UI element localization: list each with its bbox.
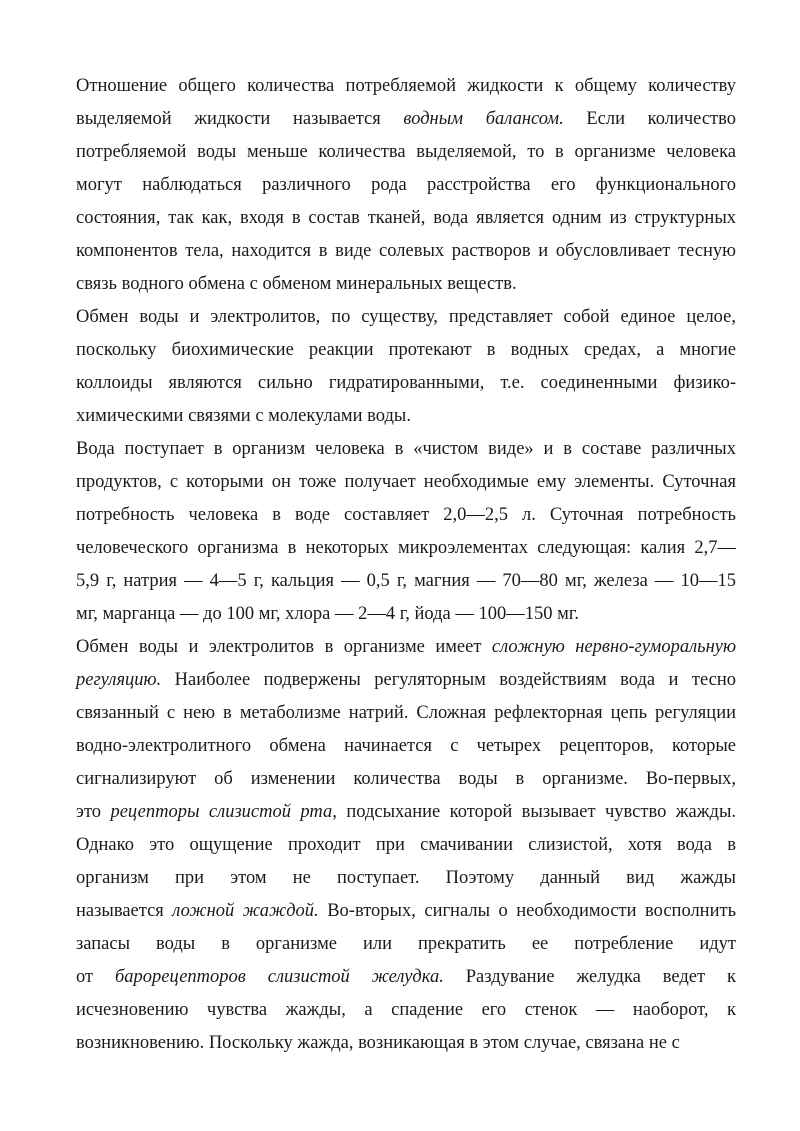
text-run: от — [76, 967, 115, 987]
text-line — [76, 136, 736, 169]
text-line — [76, 631, 736, 664]
text-line — [76, 697, 736, 730]
text-run: Обмен воды и электролитов в организме имеет — [76, 637, 492, 657]
paragraph — [76, 631, 736, 1060]
text-run: человеческого организма в некоторых микроэлементах следующая: калия 2,7— — [76, 538, 736, 558]
italic-term: водным балансом. — [403, 109, 564, 129]
text-run: Отношение общего количества потребляемой жидкости к общему количеству — [76, 76, 736, 96]
paragraph — [76, 433, 736, 631]
text-run: водно-электролитного обмена начинается с четырех рецепторов, которые — [76, 736, 736, 756]
text-run: исчезновению чувства жажды, а спадение его стенок — наоборот, к — [76, 1000, 736, 1020]
text-run: коллоиды являются сильно гидратированными, т.е. соединенными физико- — [76, 373, 736, 393]
text-run: организм при этом не поступает. Поэтому данный вид жажды — [76, 868, 736, 888]
text-line — [76, 1027, 736, 1060]
text-run: состояния, так как, входя в состав тканей, вода является одним из структурных — [76, 208, 736, 228]
text-line — [76, 730, 736, 763]
text-line — [76, 829, 736, 862]
text-run: химическими связями с молекулами воды. — [76, 406, 411, 426]
text-run: Раздувание желудка ведет к — [443, 967, 736, 987]
text-line — [76, 763, 736, 796]
text-line — [76, 928, 736, 961]
italic-term: барорецепторов слизистой желудка. — [115, 967, 444, 987]
text-line — [76, 565, 736, 598]
text-run: Наиболее подвержены регуляторным воздействиям вода и тесно — [161, 670, 736, 690]
text-line — [76, 169, 736, 202]
text-run: Обмен воды и электролитов, по существу, представляет собой единое целое, — [76, 307, 736, 327]
paragraph — [76, 70, 736, 301]
document-page — [76, 70, 736, 1060]
text-run: могут наблюдаться различного рода расстройства его функционального — [76, 175, 736, 195]
text-line — [76, 367, 736, 400]
text-run: связь водного обмена с обменом минеральных веществ. — [76, 274, 517, 294]
text-run: продуктов, с которыми он тоже получает необходимые ему элементы. Суточная — [76, 472, 736, 492]
text-line — [76, 433, 736, 466]
text-line — [76, 796, 736, 829]
text-run: компонентов тела, находится в виде солевых растворов и обусловливает тесную — [76, 241, 736, 261]
text-line — [76, 499, 736, 532]
text-run: называется — [76, 901, 173, 921]
paragraph — [76, 301, 736, 433]
text-run: это — [76, 802, 111, 822]
text-line — [76, 895, 736, 928]
text-line — [76, 334, 736, 367]
italic-term: ложной жаждой. — [172, 901, 319, 921]
italic-term: рецепторы слизистой рта, — [110, 802, 337, 822]
text-run: потребность человека в воде составляет 2,0—2,5 л. Суточная потребность — [76, 505, 736, 525]
text-run: поскольку биохимические реакции протекают в водных средах, а многие — [76, 340, 736, 360]
text-run: запасы воды в организме или прекратить ее потребление идут — [76, 934, 736, 954]
text-line — [76, 598, 736, 631]
text-line — [76, 961, 736, 994]
text-line — [76, 202, 736, 235]
text-line — [76, 70, 736, 103]
text-line — [76, 400, 736, 433]
text-line — [76, 301, 736, 334]
text-run: возникновению. Поскольку жажда, возникающая в этом случае, связана не с — [76, 1033, 680, 1053]
text-run: Если количество — [563, 109, 736, 129]
text-run: Однако это ощущение проходит при смачивании слизистой, хотя вода в — [76, 835, 736, 855]
text-run: мг, марганца — до 100 мг, хлора — 2—4 г, йода — 100—150 мг. — [76, 604, 579, 624]
text-line — [76, 268, 736, 301]
italic-term: регуляцию. — [76, 670, 162, 690]
text-run: 5,9 г, натрия — 4—5 г, кальция — 0,5 г, магния — 70—80 мг, железа — 10—15 — [76, 571, 736, 591]
text-line — [76, 532, 736, 565]
text-run: подсыхание которой вызывает чувство жажды. — [336, 802, 736, 822]
text-line — [76, 235, 736, 268]
text-run: выделяемой жидкости называется — [76, 109, 404, 129]
text-line — [76, 862, 736, 895]
text-line — [76, 103, 736, 136]
text-run: потребляемой воды меньше количества выделяемой, то в организме человека — [76, 142, 736, 162]
italic-term: сложную нервно-гуморальную — [491, 637, 736, 657]
text-run: сигнализируют об изменении количества воды в организме. Во-первых, — [76, 769, 736, 789]
text-line — [76, 664, 736, 697]
text-line — [76, 466, 736, 499]
text-run: связанный с нею в метаболизме натрий. Сложная рефлекторная цепь регуляции — [76, 703, 736, 723]
text-run: Вода поступает в организм человека в «чистом виде» и в составе различных — [76, 439, 736, 459]
text-line — [76, 994, 736, 1027]
text-run: Во-вторых, сигналы о необходимости восполнить — [318, 901, 737, 921]
